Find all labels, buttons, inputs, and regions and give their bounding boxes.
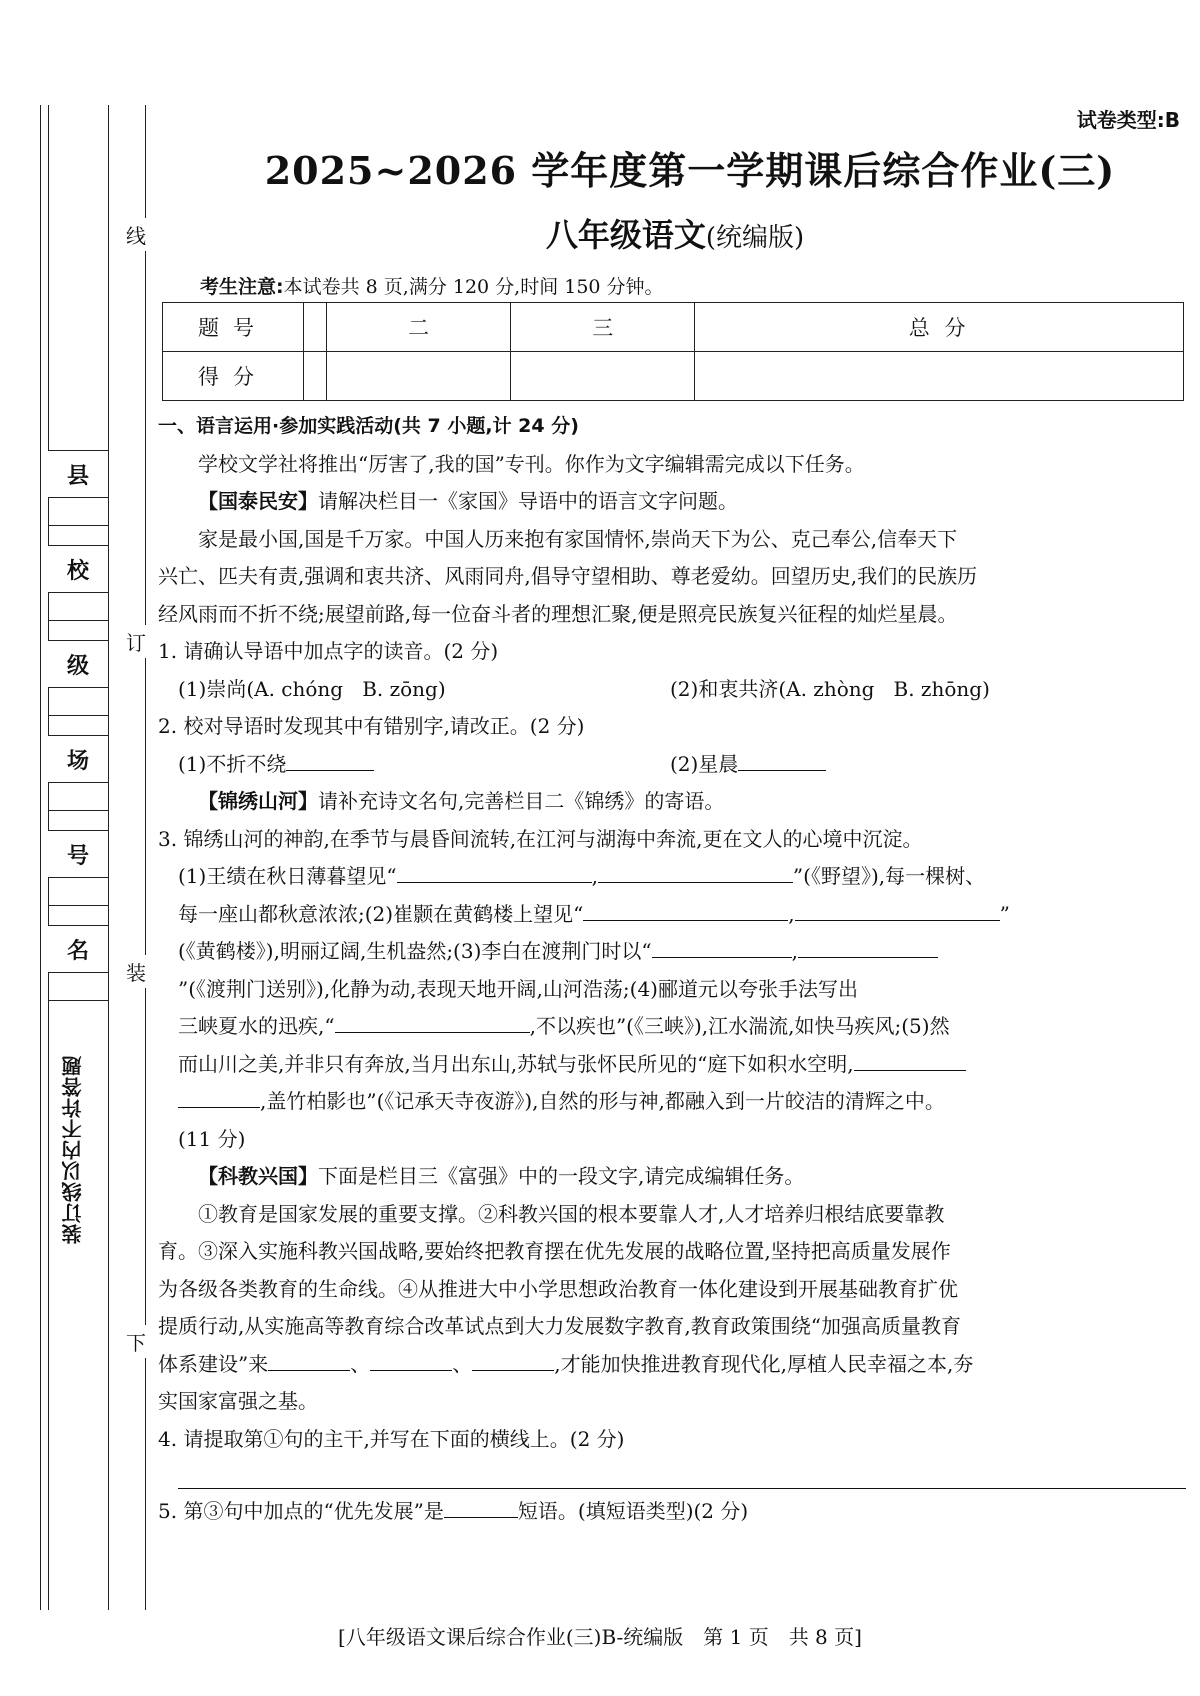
- questions: [158, 408, 1186, 1531]
- binding-line: [108, 105, 109, 1610]
- answer-blank[interactable]: [268, 1346, 350, 1371]
- notice-text: 本试卷共 8 页,满分 120 分,时间 150 分钟。: [283, 276, 664, 298]
- task-tag: 【锦绣山河】: [198, 789, 318, 813]
- field-blank-line: [48, 810, 108, 811]
- answer-blank[interactable]: [798, 933, 938, 958]
- score-input-cell[interactable]: [327, 352, 511, 401]
- score-input-cell[interactable]: [695, 352, 1184, 401]
- answer-blank[interactable]: [652, 933, 792, 958]
- passage-line: 育。③深入实施科教兴国战略,要始终把教育摆在优先发展的战略位置,坚持把高质量发展作: [158, 1239, 951, 1263]
- field-room: 场: [48, 735, 108, 783]
- q3-line: 三峡夏水的迅疾,“ ,不以疾也”(《三峡》),江水湍流,如快马疾风;(5)然: [158, 1008, 1186, 1046]
- q3-line: 而山川之美,并非只有奔放,当月出东山,苏轼与张怀民所见的“庭下如积水空明,: [158, 1046, 1186, 1084]
- edition-label: (统编版): [705, 223, 805, 253]
- answer-line[interactable]: [178, 1458, 1186, 1489]
- q3-line: 每一座山都秋意浓浓;(2)崔颢在黄鹤楼上望见“ , ”: [158, 896, 1186, 934]
- answer-blank[interactable]: [178, 1083, 260, 1108]
- answer-blank[interactable]: [472, 1346, 554, 1371]
- section-heading: 一、语言运用·参加实践活动(共 7 小题,计 24 分): [158, 415, 579, 437]
- score-input-cell[interactable]: [304, 352, 327, 401]
- answer-blank[interactable]: [795, 896, 1000, 921]
- q1-option-b-b: B. zhōng): [893, 676, 990, 701]
- answer-blank[interactable]: [738, 746, 826, 771]
- task-2: [158, 783, 1186, 821]
- binding-line: [40, 105, 41, 1610]
- passage-line: 兴亡、匹夫有责,强调和衷共济、风雨同舟,倡导守望相助、尊老爱幼。回望历史,我们的民族历: [158, 564, 978, 588]
- answer-blank[interactable]: [286, 746, 374, 771]
- q3-line: (《黄鹤楼》),明丽辽阔,生机盎然;(3)李白在渡荆门时以“ ,: [158, 933, 1186, 971]
- task-text: 请解决栏目一《家国》导语中的语言文字问题。: [318, 489, 738, 513]
- field-county: 县: [48, 450, 108, 498]
- score-table-row: [163, 352, 1184, 401]
- answer-blank[interactable]: [370, 1346, 452, 1371]
- passage-line: 提质行动,从实施高等教育综合改革试点到大力发展数字教育,教育政策围绕“加强高质量教育: [158, 1314, 961, 1338]
- question-2: 2. 校对导语时发现其中有错别字,请改正。(2 分): [158, 714, 585, 738]
- binding-line: [145, 105, 146, 1610]
- score-table: [162, 302, 1184, 401]
- passage-line: 体系建设”来 、 、 ,才能加快推进教育现代化,厚植人民幸福之本,夯: [158, 1346, 1186, 1384]
- answer-blank[interactable]: [583, 896, 788, 921]
- passage-line: 为各级各类教育的生命线。④从推进大中小学思想政治教育一体化建设到开展基础教育扩优: [158, 1276, 958, 1301]
- field-blank-line: [48, 525, 108, 526]
- task-tag: 【科教兴国】: [198, 1164, 318, 1188]
- margin-mark-ding: 订: [126, 625, 146, 658]
- question-3: 3. 锦绣山河的神韵,在季节与晨昏间流转,在江河与湖海中奔流,更在文人的心境中沉淀。: [158, 826, 923, 851]
- subject-title: 八年级语文: [545, 216, 706, 254]
- passage-line: ①教育是国家发展的重要支撑。②科教兴国的根本要靠人才,人才培养归根结底要靠教: [198, 1201, 945, 1226]
- q3-line: ,盖竹柏影也”(《记承天寺夜游》),自然的形与神,都融入到一片皎洁的清辉之中。: [158, 1083, 1186, 1121]
- notice-label: 考生注意:: [200, 276, 284, 298]
- task-1: [158, 483, 1186, 521]
- question-1: 1. 请确认导语中加点字的读音。(2 分): [158, 639, 499, 663]
- task-3: [158, 1158, 1186, 1196]
- margin-mark-xian: 线: [126, 218, 146, 251]
- exam-notice: [200, 272, 664, 299]
- score-table-cell: 总 分: [695, 303, 1184, 352]
- field-number: 号: [48, 830, 108, 878]
- q2-item-a: (1)不折不绕: [178, 751, 287, 776]
- passage-line: 家是最小国,国是千万家。中国人历来抱有家国情怀,崇尚天下为公、克己奉公,信奉天下: [198, 526, 958, 551]
- answer-blank[interactable]: [397, 858, 592, 883]
- question-1-options: [158, 671, 1186, 709]
- score-table-header: 题号: [163, 303, 304, 352]
- field-blank-line: [48, 1000, 108, 1001]
- task-text: 请补充诗文名句,完善栏目二《锦绣》的寄语。: [318, 789, 725, 813]
- q1-option-b: (2)和衷共济(A. zhòng: [670, 676, 875, 701]
- field-school: 校: [48, 545, 108, 593]
- q1-option-a-b: B. zōng): [362, 676, 446, 701]
- task-tag: 【国泰民安】: [198, 489, 318, 513]
- score-table-row: [163, 303, 1184, 352]
- margin-mark-xia: 下: [126, 1325, 146, 1358]
- passage-line: 实国家富强之基。: [158, 1389, 318, 1413]
- question-4: 4. 请提取第①句的主干,并写在下面的横线上。(2 分): [158, 1426, 625, 1451]
- score-table-cell: 三: [511, 303, 695, 352]
- field-class: 级: [48, 640, 108, 688]
- field-blank-line: [48, 715, 108, 716]
- field-blank-line: [48, 905, 108, 906]
- score-table-cell: [304, 303, 327, 352]
- paper-type: 试卷类型:B: [1076, 108, 1180, 132]
- score-table-header: 得分: [163, 352, 304, 401]
- page-footer: [八年级语文课后综合作业(三)B-统编版 第 1 页 共 8 页]: [338, 1625, 862, 1649]
- q3-line: ”(《渡荆门送别》),化静为动,表现天地开阔,山河浩荡;(4)郦道元以夸张手法写出: [178, 976, 858, 1001]
- answer-blank[interactable]: [444, 1493, 518, 1518]
- page-title: 2025~2026 学年度第一学期课后综合作业(三): [264, 148, 1116, 193]
- answer-blank[interactable]: [598, 858, 793, 883]
- margin-mark-zhuang: 装: [126, 955, 146, 988]
- task-text: 下面是栏目三《富强》中的一段文字,请完成编辑任务。: [318, 1164, 805, 1188]
- question-5: 5. 第③句中加点的“优先发展”是 短语。(填短语类型)(2 分): [158, 1493, 1186, 1531]
- binding-warning: 装订线以内不许答题: [58, 1015, 98, 1285]
- score-table-cell: 二: [327, 303, 511, 352]
- section-intro: 学校文学社将推出“厉害了,我的国”专刊。你作为文字编辑需完成以下任务。: [198, 451, 865, 476]
- binding-margin: [0, 0, 160, 1696]
- question-2-items: [158, 746, 1186, 784]
- passage-line: 经风雨而不折不绕;展望前路,每一位奋斗者的理想汇聚,便是照亮民族复兴征程的灿烂星晨。: [158, 601, 958, 626]
- q3-line: (1)王绩在秋日薄暮望见“ , ”(《野望》),每一棵树、: [158, 858, 1186, 896]
- q3-score: (11 分): [178, 1126, 246, 1151]
- q1-option-a: (1)崇尚(A. chóng: [178, 676, 344, 701]
- field-blank-line: [48, 620, 108, 621]
- answer-blank[interactable]: [854, 1046, 966, 1071]
- score-input-cell[interactable]: [511, 352, 695, 401]
- page-subtitle: [170, 210, 1180, 256]
- answer-blank[interactable]: [335, 1008, 530, 1033]
- q2-item-b: (2)星晨: [670, 751, 739, 776]
- field-name: 名: [48, 925, 108, 973]
